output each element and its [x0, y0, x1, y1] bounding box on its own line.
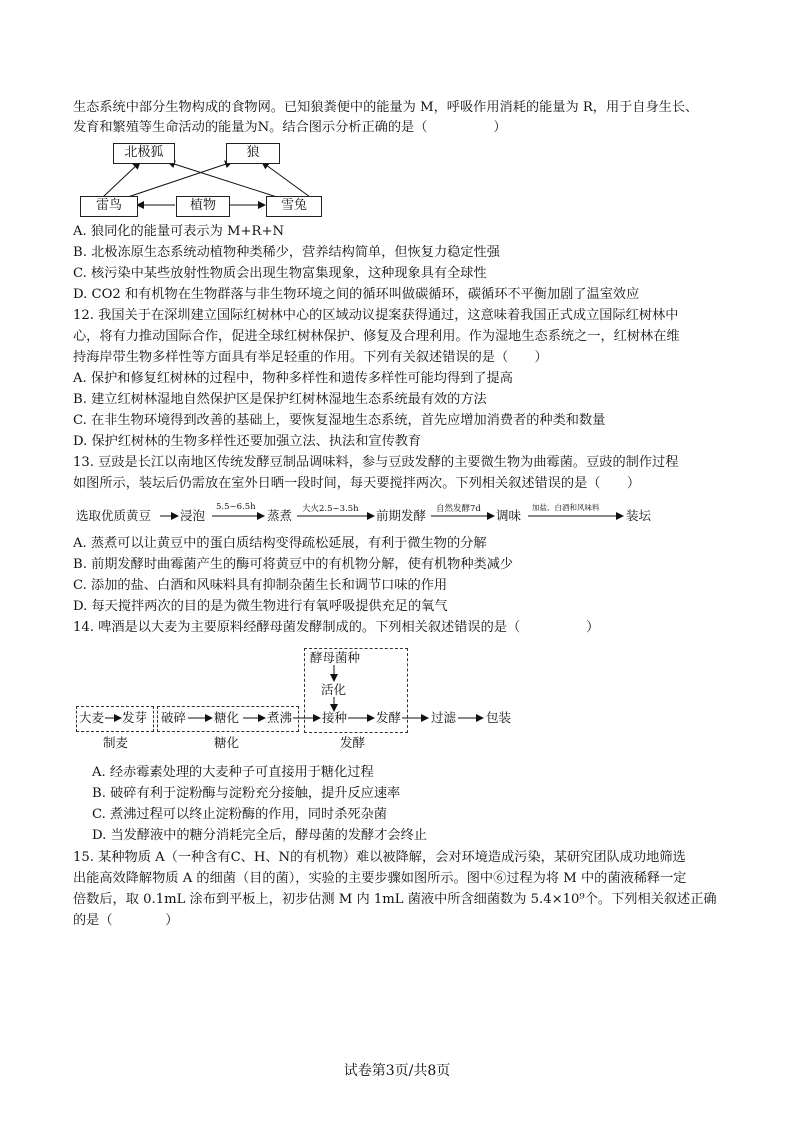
- page-footer: 试卷第3页/共8页: [343, 1063, 451, 1079]
- foodweb-node-plant: 植物: [176, 196, 230, 217]
- q14-option-a: A. 经赤霉素处理的大麦种子可直接用于糖化过程: [92, 765, 374, 780]
- q13-option-d: D. 每天搅拌两次的目的是为微生物进行有氧呼吸提供充足的氧气: [73, 599, 448, 614]
- foodweb-node-fox: 北极狐: [113, 143, 175, 164]
- q13-step-select: 选取优质黄豆: [76, 508, 152, 523]
- foodweb-node-ptarmigan: 雷鸟: [80, 196, 138, 217]
- q13-stem-1: 13. 豆豉是长江以南地区传统发酵豆制品调味料，参与豆豉发酵的主要微生物为曲霉菌。豆豉的制作过程: [73, 455, 679, 470]
- q11-option-b: B. 北极冻原生态系统动植物种类稀少，营养结构简单，但恢复力稳定性强: [73, 245, 500, 260]
- q13-arrow-label-3: 自然发酵7d: [436, 504, 481, 514]
- q14-option-c: C. 煮沸过程可以终止淀粉酶的作用，同时杀死杂菌: [92, 807, 387, 822]
- q12-stem-2: 心，将有力推动国际合作，促进全球红树林保护、修复及合理利用。作为湿地生态系统之一，红树林在维: [73, 329, 680, 344]
- q14-option-b: B. 破碎有利于淀粉酶与淀粉充分接触，提升反应速率: [92, 786, 401, 801]
- foodweb-node-hare: 雪兔: [266, 196, 322, 217]
- q13-option-c: C. 添加的盐、白酒和风味料具有抑制杂菌生长和调节口味的作用: [73, 578, 448, 593]
- q14-stem: 14. 啤酒是以大麦为主要原料经酵母菌发酵制成的。下列相关叙述错误的是（ ）: [73, 620, 600, 635]
- q14-step-barley: 大麦: [79, 710, 105, 725]
- q14-step-package: 包装: [486, 710, 512, 725]
- q12-option-c: C. 在非生物环境得到改善的基础上，要恢复湿地生态系统，首先应增加消费者的种类和数量: [73, 413, 606, 428]
- q12-option-a: A. 保护和修复红树林的过程中，物种多样性和遗传多样性可能均得到了提高: [73, 371, 513, 386]
- q14-group-label-fermentation: 发酵: [340, 735, 366, 750]
- intro-line-1: 生态系统中部分生物构成的食物网。已知狼粪便中的能量为 M，呼吸作用消耗的能量为 R，用于自身生长、: [73, 100, 699, 115]
- q13-arrow-label-2: 大火2.5~3.5h: [302, 504, 359, 514]
- q12-stem-3: 持海岸带生物多样性等方面具有举足轻重的作用。下列有关叙述错误的是（ ）: [73, 350, 548, 365]
- q13-option-a: A. 蒸煮可以让黄豆中的蛋白质结构变得疏松延展，有利于微生物的分解: [73, 536, 487, 551]
- q13-step-season: 调味: [496, 508, 522, 523]
- q11-option-c: C. 核污染中某些放射性物质会出现生物富集现象，这种现象具有全球性: [73, 266, 487, 281]
- q13-arrow-label-1: 5.5~6.5h: [216, 502, 256, 512]
- q12-option-b: B. 建立红树林湿地自然保护区是保护红树林湿地生态系统最有效的方法: [73, 392, 487, 407]
- q14-step-activate: 活化: [321, 682, 347, 697]
- q14-step-boil: 煮沸: [267, 710, 293, 725]
- q14-step-ferment: 发酵: [376, 710, 402, 725]
- q15-stem-3: 倍数后，取 0.1mL 涂布到平板上，初步估测 M 内 1mL 菌液中所含细菌数为 5.4×10⁹个。下列相关叙述正确: [73, 892, 717, 907]
- q14-step-yeast: 酵母菌种: [310, 650, 361, 665]
- q13-option-b: B. 前期发酵时曲霉菌产生的酶可将黄豆中的有机物分解，使有机物种类减少: [73, 557, 514, 572]
- q13-arrow-label-4: 加盐、白酒和风味料: [532, 503, 600, 512]
- q15-stem-4: 的是（ ）: [73, 913, 179, 928]
- q14-step-filter: 过滤: [431, 710, 457, 725]
- q13-stem-2: 如图所示，装坛后仍需放在室外日晒一段时间，每天要搅拌两次。下列相关叙述错误的是（ ）: [73, 476, 641, 491]
- q14-group-label-saccharification: 糖化: [214, 735, 240, 750]
- intro-line-2: 发育和繁殖等生命活动的能量为N。结合图示分析正确的是（ ）: [73, 120, 507, 135]
- q15-stem-1: 15. 某种物质 A（一种含有C、H、N的有机物）难以被降解，会对环境造成污染，某研究团队成功地筛选: [73, 850, 686, 865]
- q14-option-d: D. 当发酵液中的糖分消耗完全后，酵母菌的发酵才会终止: [92, 828, 427, 843]
- q13-step-soak: 浸泡: [180, 508, 206, 523]
- q12-stem-1: 12. 我国关于在深圳建立国际红树林中心的区域动议提案获得通过，这意味着我国正式成立国际红树林中: [73, 308, 679, 323]
- q15-stem-2: 出能高效降解物质 A 的细菌（目的菌），实验的主要步骤如图所示。图中⑥过程为将 M 中的菌液稀释一定: [73, 871, 687, 886]
- q14-group-label-malting: 制麦: [103, 735, 129, 750]
- q13-step-prefermentation: 前期发酵: [376, 508, 427, 523]
- q14-step-inoculate: 接种: [322, 710, 348, 725]
- foodweb-node-wolf: 狼: [226, 143, 280, 164]
- q11-option-d: D. CO2 和有机物在生物群落与非生物环境之间的循环叫做碳循环，碳循环不平衡加剧了温室效应: [73, 287, 640, 302]
- q11-option-a: A. 狼同化的能量可表示为 M+R+N: [73, 224, 285, 239]
- q12-option-d: D. 保护红树林的生物多样性还要加强立法、执法和宣传教育: [73, 434, 422, 449]
- q14-step-saccharify: 糖化: [214, 710, 240, 725]
- q13-step-jar: 装坛: [626, 508, 652, 523]
- q14-step-sprout: 发芽: [122, 710, 148, 725]
- q13-step-steam: 蒸煮: [267, 508, 293, 523]
- q14-step-crush: 破碎: [161, 710, 187, 725]
